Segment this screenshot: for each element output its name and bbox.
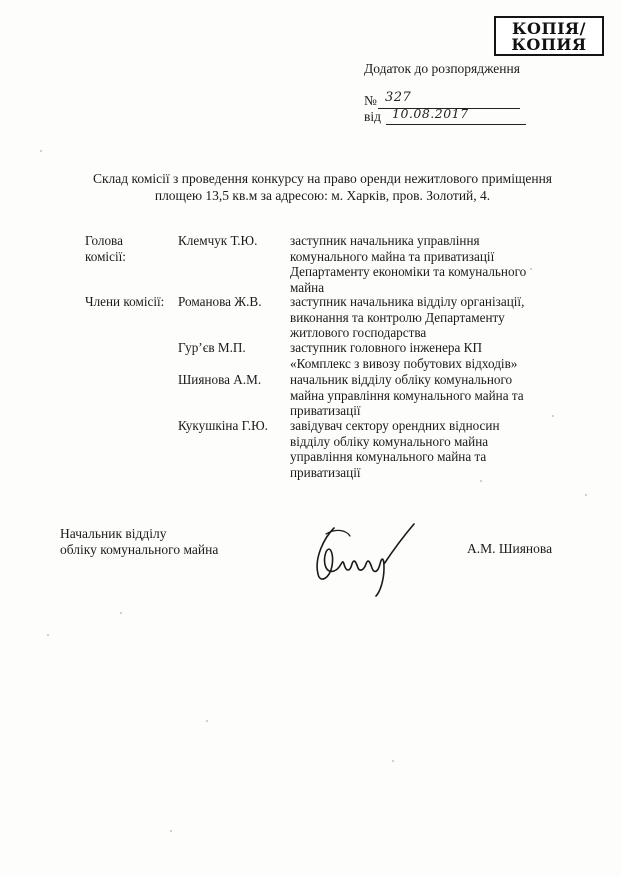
member-position bbox=[290, 294, 524, 341]
order-date-label: від bbox=[364, 109, 381, 124]
scan-speck bbox=[47, 634, 49, 636]
head-role-line-1: Голова bbox=[85, 233, 123, 248]
order-date-row bbox=[364, 109, 381, 125]
head-position-line: Департаменту економіки та комунального bbox=[290, 264, 527, 279]
scan-speck bbox=[552, 415, 554, 417]
member-position-line: начальник відділу обліку комунального bbox=[290, 372, 513, 387]
member-name: Гур’єв М.П. bbox=[178, 340, 246, 355]
scan-speck bbox=[170, 830, 172, 832]
title-line-2: площею 13,5 кв.м за адресою: м. Харків, пров. Золотий, 4. bbox=[154, 188, 491, 203]
head-name: Клемчук Т.Ю. bbox=[178, 233, 258, 248]
scan-speck bbox=[120, 612, 122, 614]
signatory-title-line-2: обліку комунального майна bbox=[60, 542, 219, 557]
scan-speck bbox=[392, 760, 394, 762]
member-position-line: заступник начальника відділу організації, bbox=[290, 294, 525, 309]
handwritten-signature bbox=[306, 518, 426, 598]
annex-label: Додаток до розпорядження bbox=[364, 61, 520, 76]
order-number-label: № bbox=[364, 93, 377, 108]
members-role-label: Члени комісії: bbox=[85, 294, 165, 309]
member-position-line: відділу обліку комунального майна bbox=[290, 433, 489, 449]
member-position-line: заступник головного інженера КП bbox=[290, 340, 482, 355]
member-name: Шиянова А.М. bbox=[178, 372, 262, 387]
member-position bbox=[290, 372, 524, 419]
head-position-line: майна bbox=[290, 279, 325, 295]
member-position bbox=[290, 340, 517, 371]
member-position-line: управління комунального майна та bbox=[290, 449, 487, 464]
signatory-title-line-1: Начальник відділу bbox=[60, 526, 167, 541]
head-role-label bbox=[85, 233, 126, 264]
member-position-line: приватизації bbox=[290, 464, 361, 480]
member-position-line: завідувач сектору орендних відносин bbox=[290, 418, 500, 433]
member-position-line: виконання та контролю Департаменту bbox=[290, 309, 505, 325]
member-position-line: житлового господарства bbox=[290, 325, 427, 340]
scan-speck bbox=[206, 720, 208, 722]
member-name: Романова Ж.В. bbox=[178, 294, 262, 309]
scan-speck bbox=[40, 150, 42, 152]
member-position-line: приватизації bbox=[290, 403, 361, 418]
head-role-line-2: комісії: bbox=[85, 248, 126, 264]
head-position-line: заступник начальника управління bbox=[290, 233, 480, 248]
document-title bbox=[60, 170, 585, 204]
copy-stamp bbox=[494, 16, 604, 56]
signatory-title bbox=[60, 526, 218, 558]
stamp-line-1: КОПІЯ/ bbox=[511, 19, 587, 38]
head-position-line: комунального майна та приватизації bbox=[290, 248, 495, 264]
order-number-handwritten: 327 bbox=[385, 90, 412, 105]
member-position bbox=[290, 418, 500, 480]
order-number-row bbox=[364, 93, 377, 109]
stamp-line-2: КОПИЯ bbox=[511, 35, 587, 54]
scan-speck bbox=[585, 494, 587, 496]
member-position-line: майна управління комунального майна та bbox=[290, 387, 524, 403]
title-line-1: Склад комісії з проведення конкурсу на право оренди нежитлового приміщення bbox=[92, 171, 553, 186]
member-name: Кукушкіна Г.Ю. bbox=[178, 418, 268, 433]
signatory-name: А.М. Шиянова bbox=[467, 541, 553, 556]
scan-speck bbox=[530, 268, 532, 270]
head-position bbox=[290, 233, 526, 295]
scan-speck bbox=[480, 480, 482, 482]
order-date-handwritten: 10.08.2017 bbox=[392, 106, 469, 121]
member-position-line: «Комплекс з вивозу побутових відходів» bbox=[290, 355, 518, 371]
